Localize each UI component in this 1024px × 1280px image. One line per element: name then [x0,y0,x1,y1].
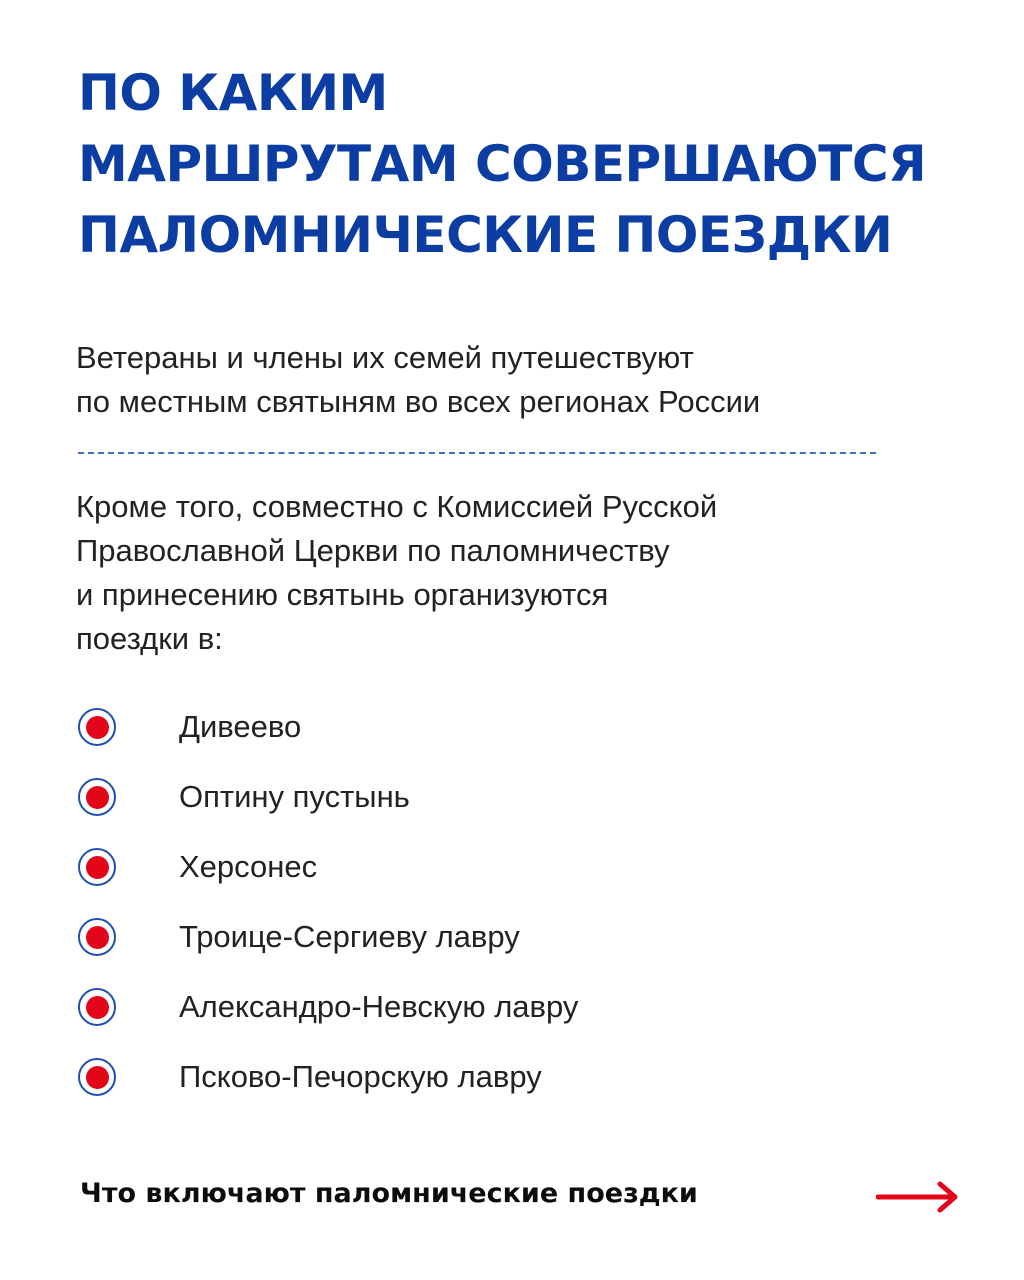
bullet-icon [78,1058,116,1096]
title-line: МАРШРУТАМ СОВЕРШАЮТСЯ [78,135,927,193]
details-line: Кроме того, совместно с Комиссией Русской [76,489,718,524]
bullet-icon [78,708,116,746]
list-item [78,762,958,832]
bullet-icon [78,778,116,816]
destination-label: Александро-Невскую лавру [179,989,579,1024]
destination-label: Троице-Сергиеву лавру [179,919,520,954]
details-line: Православной Церкви по паломничеству [76,533,670,568]
intro-line: по местным святыням во всех регионах России [76,384,761,419]
dashed-divider [78,452,876,454]
list-item [78,972,958,1042]
bullet-icon [78,848,116,886]
list-item [78,902,958,972]
destinations-list [78,692,958,1112]
details-paragraph [76,485,956,661]
destination-label: Дивеево [179,709,302,744]
list-item [78,832,958,902]
destination-label: Херсонес [179,849,318,884]
intro-line: Ветераны и члены их семей путешествуют [76,340,694,375]
next-slide-link[interactable]: Что включают паломнические поездки [80,1178,698,1209]
bullet-icon [78,988,116,1026]
arrow-right-icon[interactable] [876,1180,960,1214]
details-line: поездки в: [76,621,223,656]
list-item [78,1042,958,1112]
list-item [78,692,958,762]
intro-paragraph [76,336,956,424]
page-title [78,58,978,271]
details-line: и принесению святынь организуются [76,577,609,612]
destination-label: Оптину пустынь [179,779,410,814]
destination-label: Псково-Печорскую лавру [179,1059,542,1094]
title-line: ПО КАКИМ [78,64,388,122]
title-line: ПАЛОМНИЧЕСКИЕ ПОЕЗДКИ [78,206,893,264]
bullet-icon [78,918,116,956]
